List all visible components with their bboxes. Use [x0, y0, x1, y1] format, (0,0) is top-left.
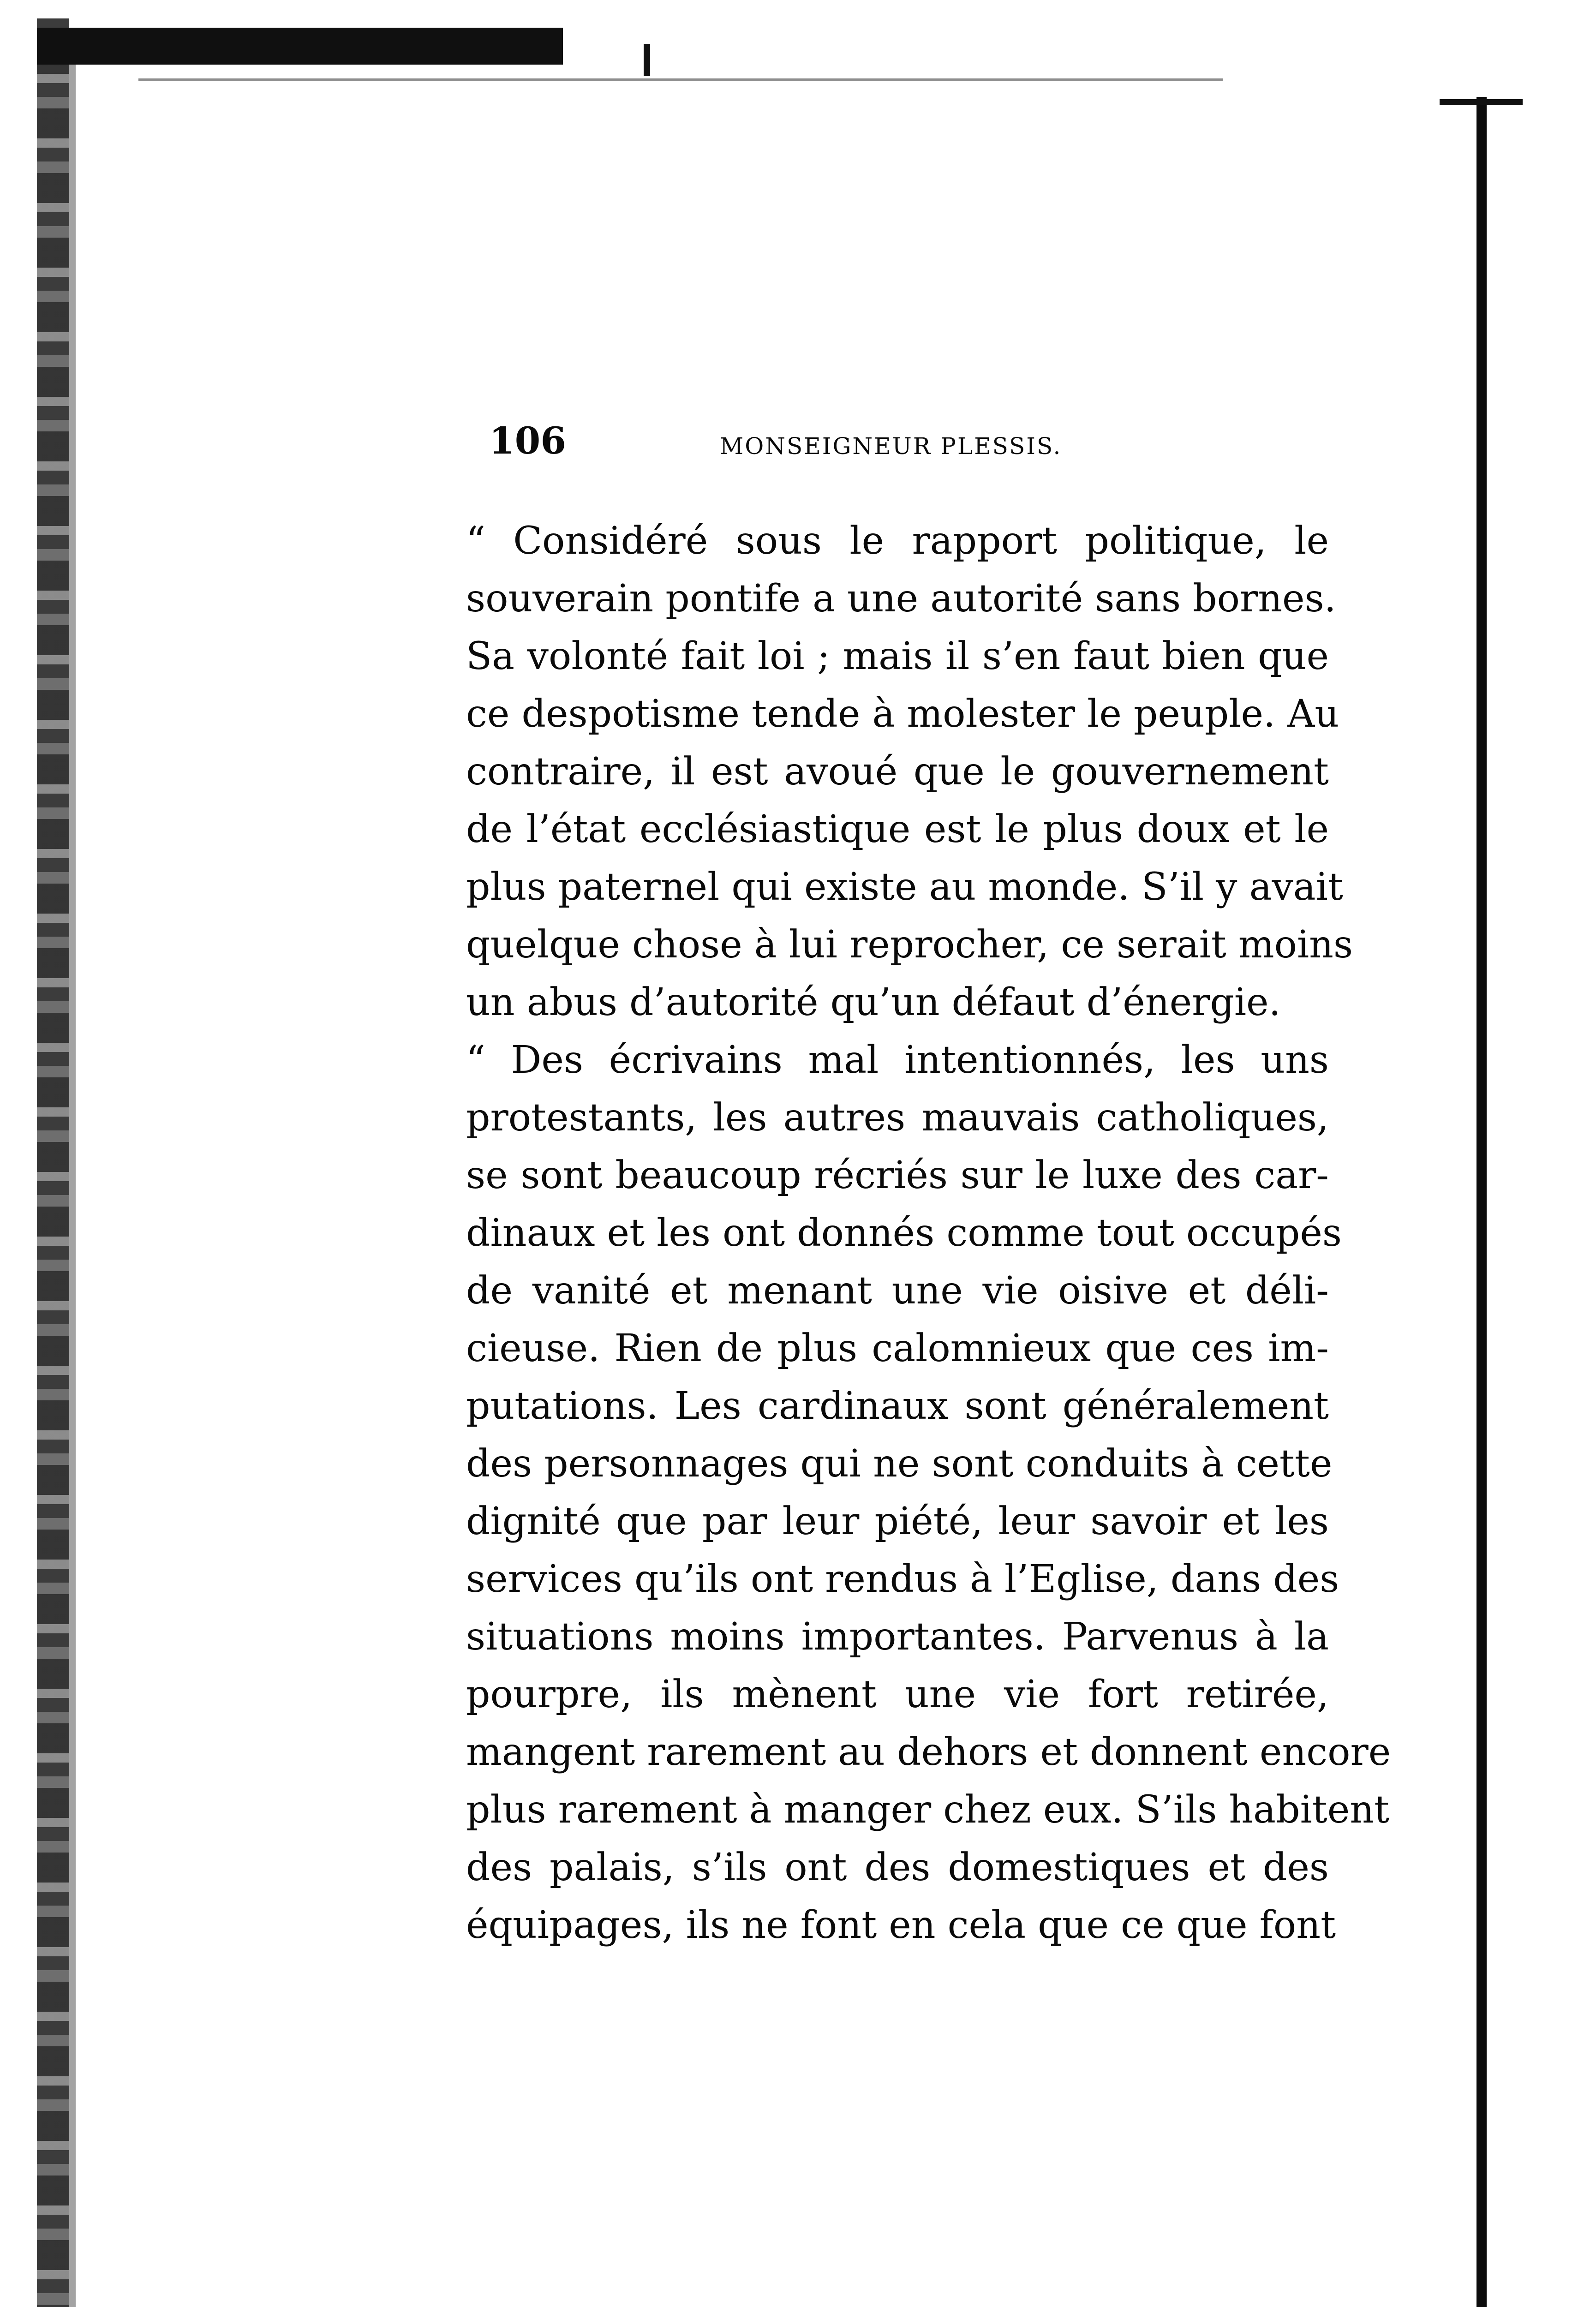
scan-right-edge [1476, 97, 1487, 2307]
text-line: de l’état ecclésiastique est le plus doux et le [466, 807, 1329, 851]
text-line: mangent rarement au dehors et donnent encore [466, 1730, 1391, 1774]
page-header [489, 418, 1154, 478]
text-line: équipages, ils ne font en cela que ce que font [466, 1903, 1336, 1947]
text-line: “ Considéré sous le rapport politique, le [466, 519, 1329, 563]
text-line: Sa volonté fait loi ; mais il s’en faut bien que [466, 634, 1329, 678]
text-line: pourpre, ils mènent une vie fort retirée, [466, 1673, 1329, 1716]
text-line: de vanité et menant une vie oisive et déli- [466, 1269, 1329, 1313]
text-line: souverain pontife a une autorité sans bornes. [466, 577, 1336, 621]
text-line: se sont beaucoup récriés sur le luxe des car- [466, 1154, 1329, 1197]
text-line: cieuse. Rien de plus calomnieux que ces im- [466, 1327, 1329, 1370]
running-title: MONSEIGNEUR PLESSIS. [720, 433, 1062, 460]
text-line: un abus d’autorité qu’un défaut d’énergie. [466, 980, 1281, 1024]
text-line: putations. Les cardinaux sont généralement [466, 1384, 1329, 1428]
scan-left-shadow [69, 55, 76, 2307]
scan-top-edge [37, 28, 563, 65]
scan-left-edge [37, 18, 69, 2307]
text-line: plus rarement à manger chez eux. S’ils habitent [466, 1788, 1390, 1832]
page-number: 106 [489, 419, 566, 462]
text-line: des personnages qui ne sont conduits à cette [466, 1442, 1333, 1486]
text-line: des palais, s’ils ont des domestiques et des [466, 1846, 1329, 1889]
text-line: contraire, il est avoué que le gouvernement [466, 750, 1329, 794]
text-line: situations moins importantes. Parvenus à la [466, 1615, 1329, 1659]
text-line: plus paternel qui existe au monde. S’il y avait [466, 865, 1343, 909]
scan-top-rule [138, 78, 1223, 81]
text-line: services qu’ils ont rendus à l’Eglise, dans des [466, 1557, 1339, 1601]
text-line: “ Des écrivains mal intentionnés, les uns [466, 1038, 1329, 1082]
text-line: protestants, les autres mauvais catholiques, [466, 1096, 1329, 1140]
text-line: ce despotisme tende à molester le peuple. Au [466, 692, 1339, 736]
text-line: dignité que par leur piété, leur savoir et les [466, 1500, 1329, 1543]
text-line: quelque chose à lui reprocher, ce serait moins [466, 923, 1353, 967]
scan-top-mark [644, 44, 650, 76]
scan-right-top-edge [1440, 99, 1523, 105]
body-text [466, 512, 1391, 1954]
text-line: dinaux et les ont donnés comme tout occupés [466, 1211, 1342, 1255]
